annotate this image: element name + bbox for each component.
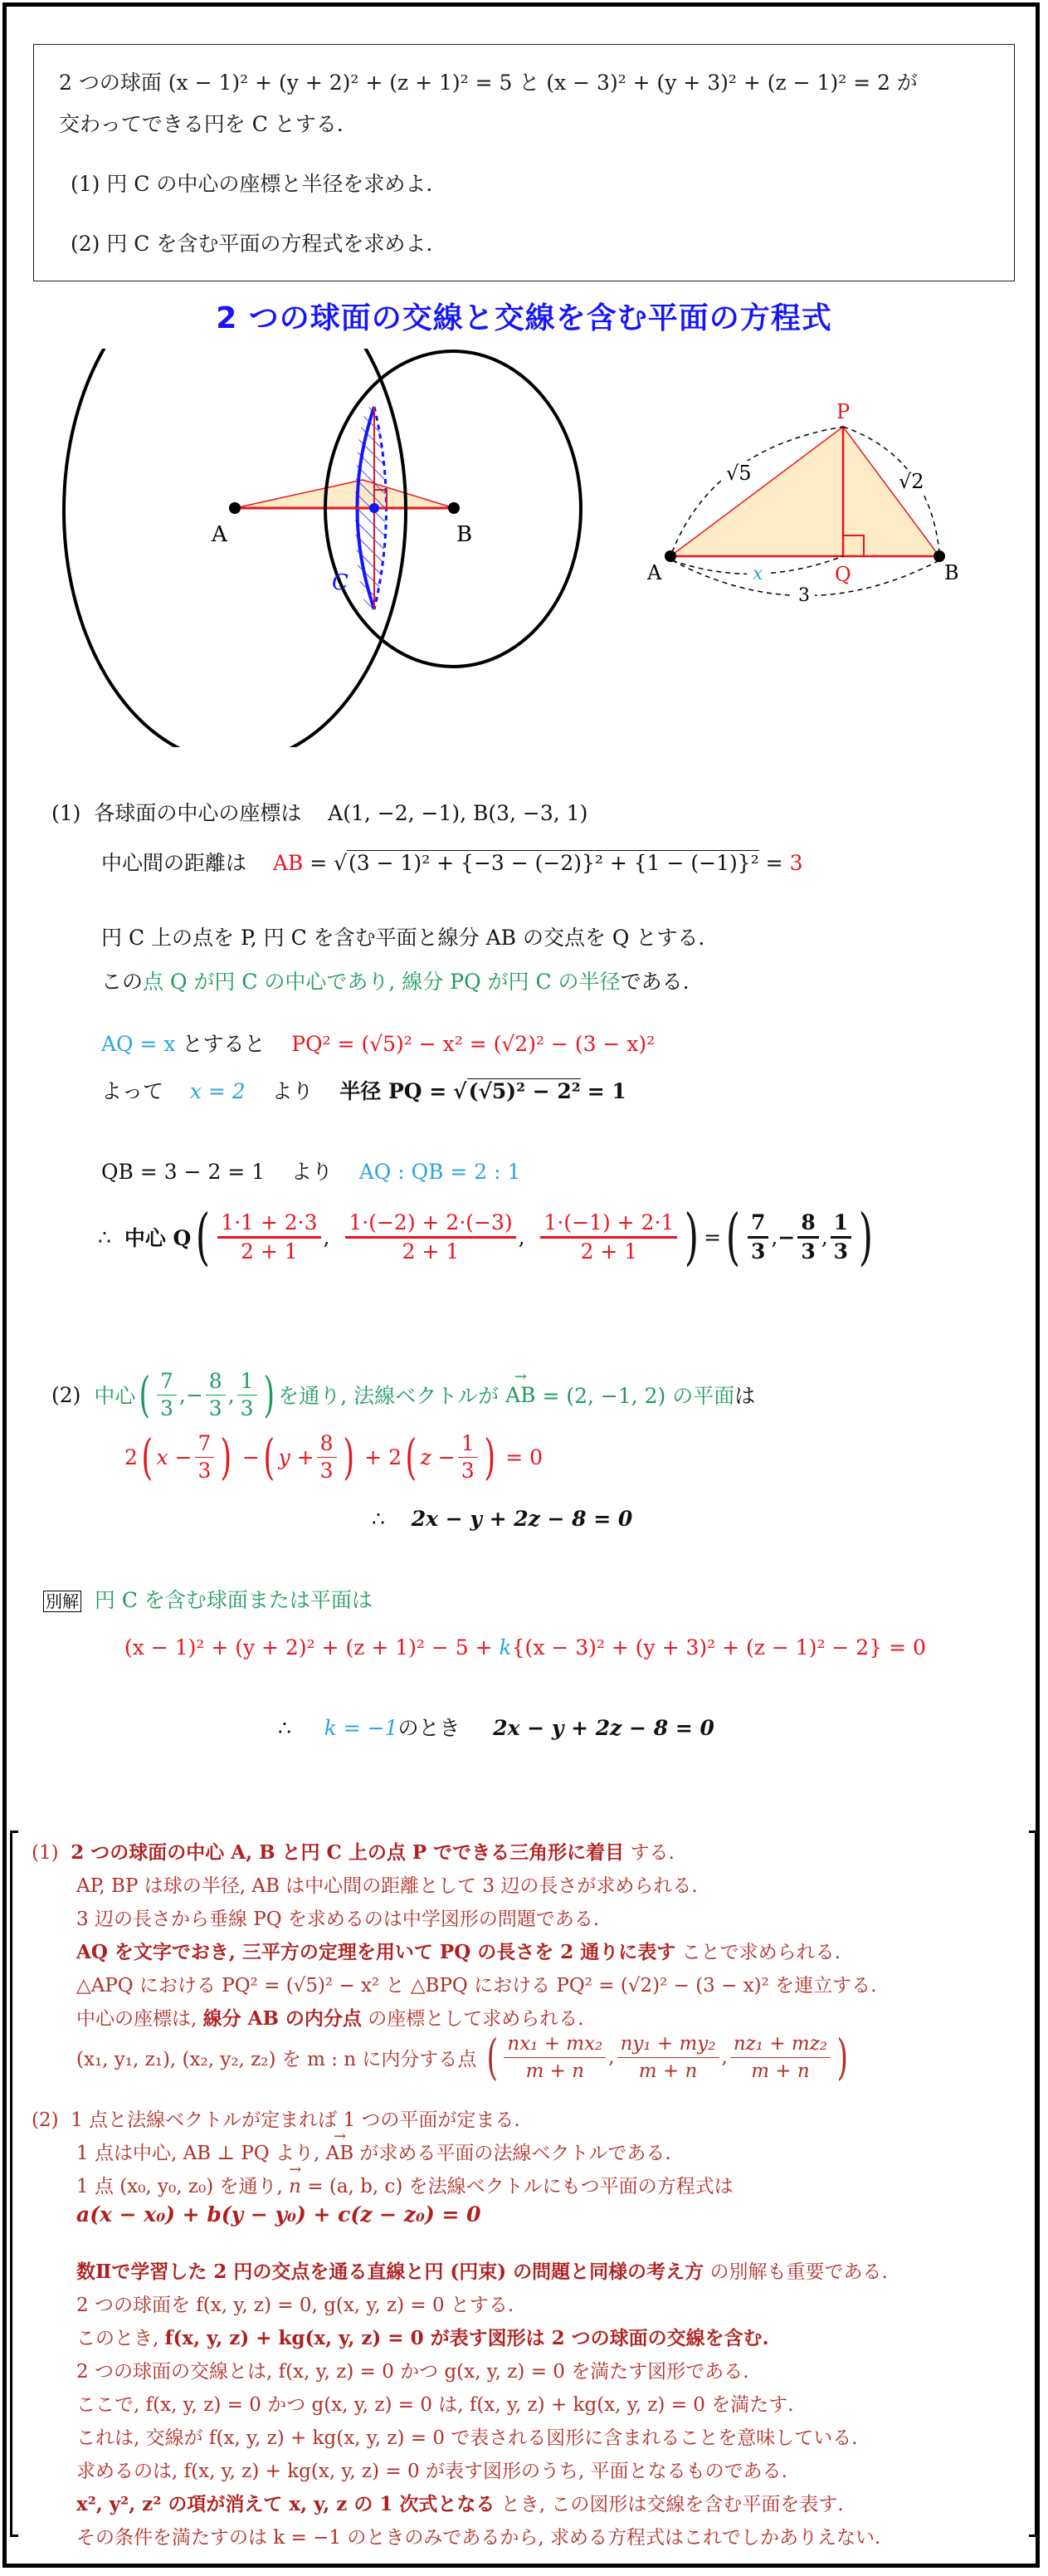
triangle-abp (235, 480, 454, 508)
note1-line3: 3 辺の長さから垂線 PQ を求めるのは中学図形の問題である. (76, 1909, 600, 1930)
note1-line6: 中心の座標は, 線分 AB の内分点 の座標として求められる. (76, 2007, 584, 2030)
alt-result: ∴ k = −1のとき 2x − y + 2z − 8 = 0 (278, 1716, 714, 1740)
note1-line5: △APQ における PQ² = (√5)² − x² と △BPQ における PQ² = (√2)² − (3 − x)² を連立する. (76, 1975, 877, 1997)
point-a (229, 502, 241, 514)
label-sqrt2: √2 (899, 470, 924, 493)
label-q: Q (835, 563, 851, 586)
part1-centers: (1) 各球面の中心の座標は A(1, −2, −1), B(3, −3, 1) (51, 801, 588, 825)
part1-center-q: ∴ 中心 Q ( $\frac{1\cdot 1 + 2\cdot 3}{2 + 1}$ , $\frac{1\cdot(-2) + 2\cdot(-3)}{2 + 1}$ , $\frac{1\cdot(-1) + 2\cdot 1}{2 + 1}$ ) = ( $\frac{7}{3}$ , − $\frac{8}{3}$ , $\frac{1}{3}$ ) (98, 1201, 874, 1273)
notes-bracket-left (10, 1831, 18, 2537)
label-3: 3 (798, 585, 810, 606)
label-p: P (836, 400, 851, 423)
problem-box (33, 44, 1015, 281)
alt-equation: (x − 1)² + (y + 2)² + (z + 1)² − 5 + k{(x − 3)² + (y + 3)² + (z − 1)² − 2} = 0 (124, 1635, 926, 1659)
question-2: (2) 円 C を含む平面の方程式を求めよ. (71, 232, 433, 256)
note2-line2: 1 点は中心, AB ⊥ PQ より, → AB が求める平面の法線ベクトルである. (76, 2138, 671, 2165)
note2-line12: x², y², z² の項が消えて x, y, z の 1 次式となる とき, この図形は交線を含む平面を表す. (76, 2493, 844, 2515)
triangle-figure (647, 390, 979, 623)
part1-ratio: QB = 3 − 2 = 1 より AQ : QB = 2 : 1 (101, 1160, 521, 1184)
label-a2: A (647, 561, 662, 584)
part2-intro: (2) 中心 ( $\frac{7}{3}$ , − $\frac{8}{3}$ , $\frac{1}{3}$ ) を通り, 法線ベクトルが → AB = (2, −1, 2) の平面 は (51, 1361, 755, 1428)
note2-line13: その条件を満たすのは k = −1 のときのみであるから, 求める方程式はこれでしかありえない. (76, 2527, 881, 2549)
part1-distance: 中心間の距離は AB = √(3 − 1)² + {−3 − (−2)}² + {1 − (−1)}² = 3 (101, 851, 803, 875)
part1-setup1: 円 C 上の点を P, 円 C を含む平面と線分 AB の交点を Q とする. (101, 926, 705, 950)
label-sqrt5: √5 (726, 462, 752, 485)
label-a: A (212, 522, 227, 547)
note2-line1: (2) 1 点と法線ベクトルが定まれば 1 つの平面が定まる. (32, 2109, 520, 2131)
note1-line2: AP, BP は球の半径, AB は中心間の距離として 3 辺の長さが求められる. (76, 1875, 698, 1897)
note2-line7: このとき, f(x, y, z) + kg(x, y, z) = 0 が表す図形は 2 つの球面の交線を含む. (76, 2327, 769, 2349)
note1-line4: AQ を文字でおき, 三平方の定理を用いて PQ の長さを 2 通りに表す ことで求められる. (76, 1941, 841, 1963)
alt-intro: 別解 円 C を含む球面または平面は (43, 1584, 373, 1614)
note2-line3: 1 点 (x₀, y₀, z₀) を通り, → n = (a, b, c) を法線ベクトルにもつ平面の方程式は (76, 2171, 734, 2198)
spheres-figure (0, 349, 597, 747)
part2-plane-eq: 2 ( x − $\frac{7}{3}$ ) − ( y + $\frac{8}{3}$ ) + 2 ( z − $\frac{1}{3}$ ) = 0 (124, 1429, 543, 1485)
label-x: x (753, 564, 763, 584)
problem-line-1: 2 つの球面 (x − 1)² + (y + 2)² + (z + 1)² = 5 と (x − 3)² + (y + 3)² + (z − 1)² = 2 が (59, 71, 918, 95)
note2-line6: 2 つの球面を f(x, y, z) = 0, g(x, y, z) = 0 とする. (76, 2295, 514, 2316)
point-b (448, 502, 460, 514)
note1-line1: (1) 2 つの球面の中心 A, B と円 C 上の点 P でできる三角形に着目 する. (32, 1841, 675, 1864)
question-1: (1) 円 C の中心の座標と半径を求めよ. (71, 172, 433, 196)
note2-line8: 2 つの球面の交線とは, f(x, y, z) = 0 かつ g(x, y, z) = 0 を満たす図形である. (76, 2361, 749, 2383)
notes-bracket-right (1029, 1831, 1037, 2537)
note2-line9: ここで, f(x, y, z) = 0 かつ g(x, y, z) = 0 は, f(x, y, z) + kg(x, y, z) = 0 を満たす. (76, 2394, 794, 2416)
label-c: C (332, 570, 349, 595)
part1-radius: よって x = 2 より 半径 PQ = √(√5)² − 2² = 1 (101, 1079, 626, 1103)
label-b2: B (944, 561, 959, 584)
part2-result: ∴ 2x − y + 2z − 8 = 0 (372, 1507, 633, 1531)
note2-line5: 数Ⅱで学習した 2 円の交点を通る直線と円 (円束) の問題と同様の考え方 の別解も重要である. (76, 2261, 888, 2283)
alt-badge: 別解 (43, 1591, 81, 1612)
label-b: B (456, 522, 473, 547)
note1-line7: (x₁, y₁, z₁), (x₂, y₂, z₂) を m : n に内分する点 ( $\frac{\text{nx₁ + mx₂}}{m + n}$ , $\frac{\text{ny₁ + my₂}}{m + n}$ , $\frac{\text{nz₁ + mz₂}}{m + n}$ ) (76, 2029, 849, 2085)
problem-line-2: 交わってできる円を C とする. (59, 112, 344, 136)
note2-line10: これは, 交線が f(x, y, z) + kg(x, y, z) = 0 で表される図形に含まれることを意味している. (76, 2427, 858, 2449)
page-title: 2 つの球面の交線と交線を含む平面の方程式 (216, 301, 832, 335)
point-q (369, 503, 379, 513)
part1-aq-def: AQ = x とすると PQ² = (√5)² − x² = (√2)² − (3 − x)² (101, 1032, 656, 1056)
note2-line11: 求めるのは, f(x, y, z) + kg(x, y, z) = 0 が表す図形のうち, 平面となるものである. (76, 2461, 787, 2482)
part1-setup2: この点 Q が円 C の中心であり, 線分 PQ が円 C の半径である. (101, 970, 690, 994)
note2-line4: a(x − x₀) + b(y − y₀) + c(z − z₀) = 0 (76, 2202, 481, 2227)
